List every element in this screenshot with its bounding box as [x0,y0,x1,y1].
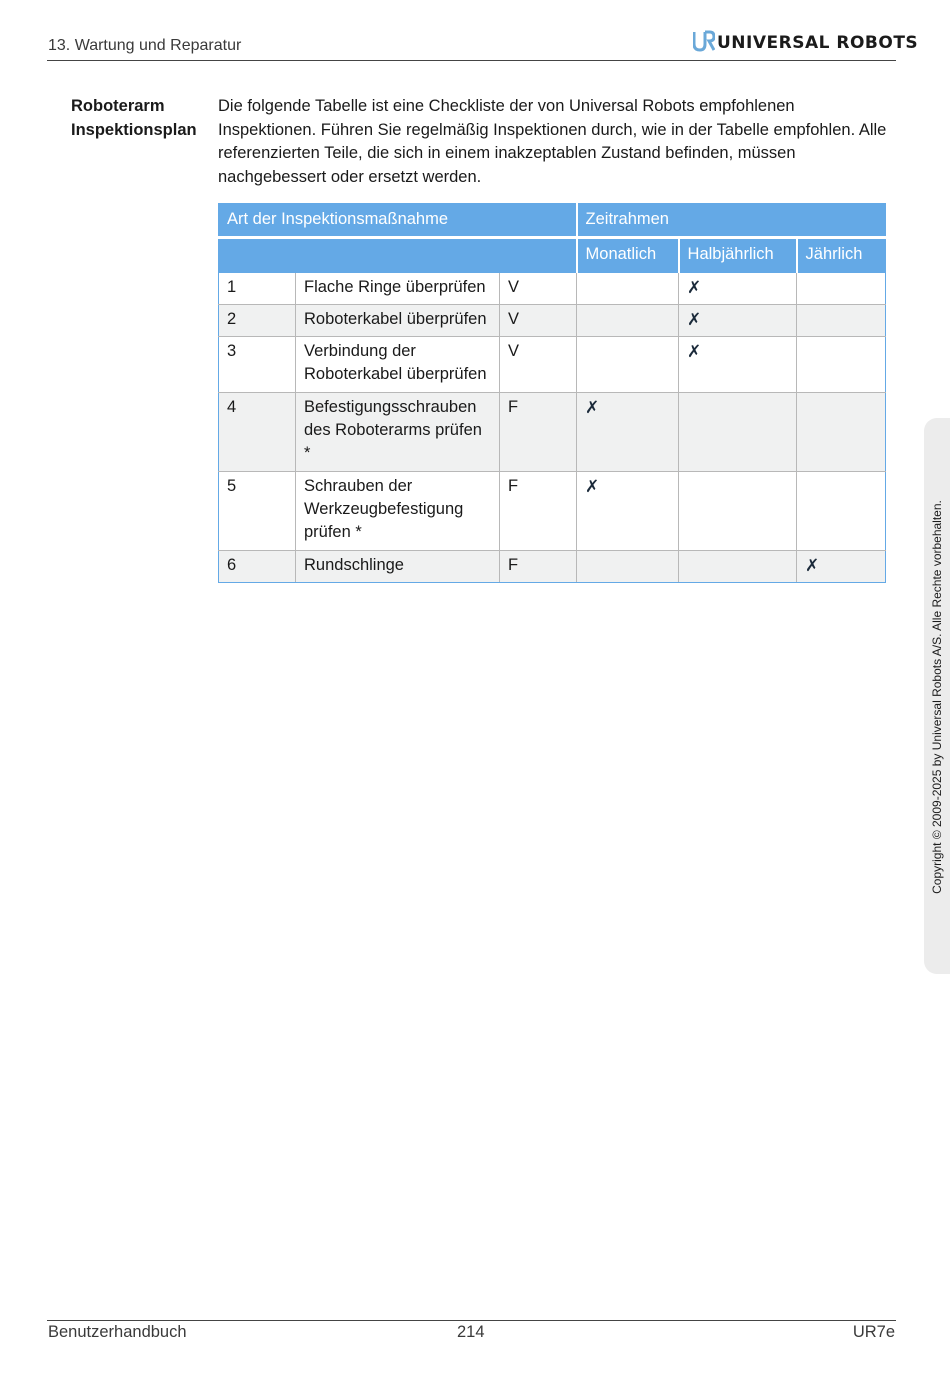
row-annual [797,392,886,471]
row-description: Roboterkabel überprüfen [296,304,500,336]
ur-logo-icon [693,30,715,54]
header-timeframe: Zeitrahmen [577,204,886,238]
copyright-notice: Copyright © 2009-2025 by Universal Robots A/S. Alle Rechte vorbehalten. [930,500,944,894]
row-description: Schrauben der Werkzeugbefestigung prüfen * [296,471,500,550]
side-heading-line-2: Inspektionsplan [71,120,197,139]
side-heading [71,95,197,142]
row-number: 6 [219,550,296,582]
row-description: Rundschlinge [296,550,500,582]
row-number: 3 [219,337,296,393]
row-description: Verbindung der Roboterkabel überprüfen [296,337,500,393]
row-annual [797,337,886,393]
header-monthly: Monatlich [577,238,679,272]
row-annual [797,471,886,550]
side-heading-line-1: Roboterarm [71,97,165,115]
row-monthly [577,550,679,582]
row-monthly [577,337,679,393]
header-annual: Jährlich [797,238,886,272]
row-type: V [500,272,577,304]
table-header-row-2 [219,238,886,272]
row-monthly-check: ✗ [577,392,679,471]
row-semiannual [679,392,797,471]
intro-paragraph: Die folgende Tabelle ist eine Checkliste der von Universal Robots empfohlenen Inspektionen. Führen Sie regelmäßig Inspektionen durch, wie in der Tabelle empfohlen. Alle referenzierten Teile, die sich in einem inakzeptablen Zustand befinden, müssen nachgebessert oder ersetzt werden. [218,97,887,186]
universal-robots-logo [693,18,918,54]
row-monthly [577,304,679,336]
table-row [219,471,886,550]
row-annual-check: ✗ [797,550,886,582]
row-number: 4 [219,392,296,471]
row-description: Flache Ringe überprüfen [296,272,500,304]
table-header-row-1 [219,204,886,238]
row-semiannual-check: ✗ [679,304,797,336]
header-inspection-type: Art der Inspektionsmaßnahme [219,204,577,238]
footer-product: UR7e [852,1323,895,1341]
page-number: 214 [457,1323,485,1341]
header-blank [219,238,577,272]
row-number: 2 [219,304,296,336]
row-semiannual [679,471,797,550]
table-row [219,392,886,471]
row-number: 5 [219,471,296,550]
row-semiannual-check: ✗ [679,272,797,304]
row-type: V [500,337,577,393]
row-semiannual-check: ✗ [679,337,797,393]
header-semiannual: Halbjährlich [679,238,797,272]
row-monthly [577,272,679,304]
inspection-table [218,203,886,583]
row-annual [797,304,886,336]
row-type: F [500,392,577,471]
row-number: 1 [219,272,296,304]
logo-wordmark: UNIVERSAL ROBOTS [717,33,919,53]
table-row [219,337,886,393]
row-annual [797,272,886,304]
row-monthly-check: ✗ [577,471,679,550]
table-row [219,272,886,304]
row-type: V [500,304,577,336]
row-type: F [500,471,577,550]
table-row [219,304,886,336]
table-row [219,550,886,582]
footer-divider [47,1320,896,1321]
section-title: 13. Wartung und Reparatur [48,37,242,54]
header-divider [47,60,896,61]
footer-manual-name: Benutzerhandbuch [48,1323,187,1341]
row-semiannual [679,550,797,582]
row-description: Befestigungsschrauben des Roboterarms prüfen * [296,392,500,471]
row-type: F [500,550,577,582]
